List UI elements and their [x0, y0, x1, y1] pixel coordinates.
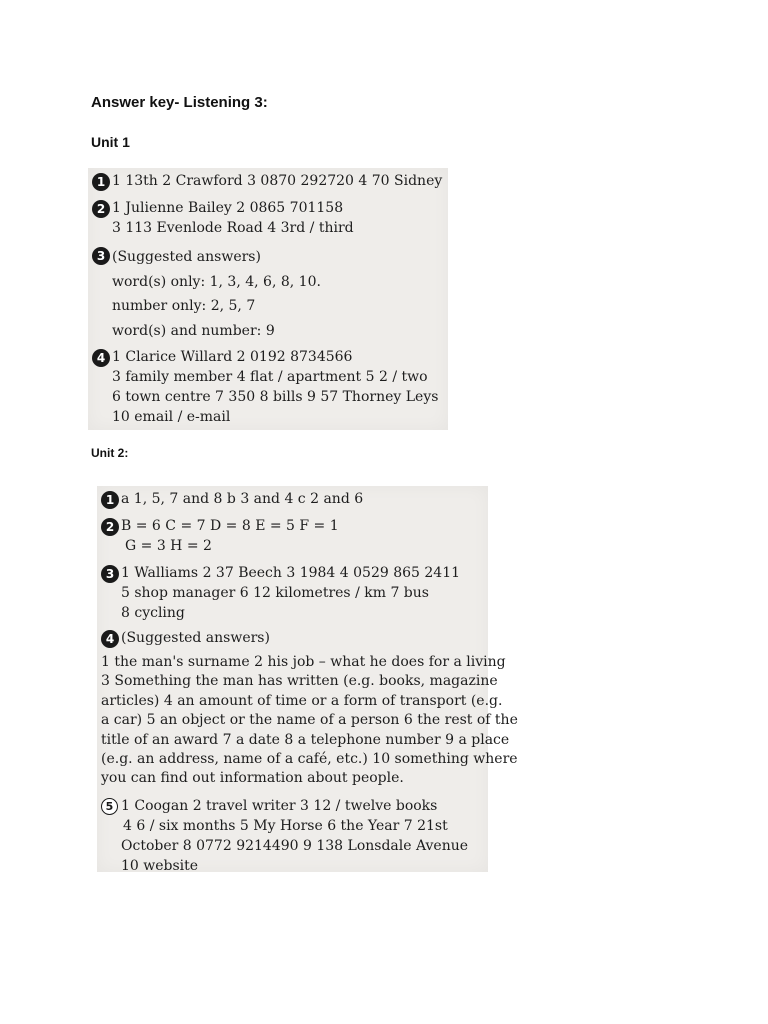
unit2-exercise-4: [101, 628, 518, 789]
answer-line: G = 3 H = 2: [125, 538, 212, 554]
answer-line: 10 email / e-mail: [112, 409, 231, 425]
answer-line: 1 Julienne Bailey 2 0865 701158: [112, 200, 344, 216]
answer-line: title of an award 7 a date 8 a telephone number 9 a place: [101, 731, 510, 748]
answer-line: 1 Walliams 2 37 Beech 3 1984 4 0529 865 2411: [121, 565, 461, 581]
exercise-paragraph: [101, 653, 518, 789]
unit2-heading: Unit 2:: [91, 446, 129, 460]
answer-line: 6 town centre 7 350 8 bills 9 57 Thorney Leys: [112, 389, 439, 405]
exercise-number-badge: 2: [92, 200, 110, 218]
exercise-heading-row: [101, 628, 484, 648]
unit1-exercise-2: [92, 198, 444, 238]
answer-line: 3 Something the man has written (e.g. books, magazine: [101, 673, 498, 690]
unit2-exercise-1: [101, 489, 484, 509]
answer-line: 1 13th 2 Crawford 3 0870 292720 4 70 Sidney: [112, 173, 443, 189]
unit2-exercise-2: [101, 516, 484, 556]
exercise-number-badge: 1: [92, 173, 110, 191]
unit1-answer-scan: [88, 168, 448, 430]
answer-line: 1 the man's surname 2 his job – what he does for a living: [101, 654, 506, 670]
exercise-number-badge: 5: [101, 798, 118, 815]
exercise-number-badge: 3: [92, 247, 110, 265]
answer-line: 3 113 Evenlode Road 4 3rd / third: [112, 220, 354, 236]
answer-line: 8 cycling: [121, 605, 185, 621]
unit2-exercise-5: [101, 796, 484, 876]
answer-line: 1 Coogan 2 travel writer 3 12 / twelve books: [121, 798, 438, 814]
answer-line: you can find out information about people.: [101, 770, 404, 787]
answer-line: B = 6 C = 7 D = 8 E = 5 F = 1: [121, 518, 339, 534]
unit1-exercise-1: [92, 171, 444, 191]
answer-line: articles) 4 an amount of time or a form of transport (e.g.: [101, 692, 503, 709]
exercise-number-badge: 4: [92, 349, 110, 367]
answer-line: 10 website: [121, 858, 199, 874]
exercise-number-badge: 1: [101, 491, 119, 509]
answer-line: number only: 2, 5, 7: [112, 298, 256, 314]
answer-line: (Suggested answers): [121, 630, 270, 646]
answer-line: 1 Clarice Willard 2 0192 8734566: [112, 349, 353, 365]
exercise-number-badge: 2: [101, 518, 119, 536]
page-title: Answer key- Listening 3:: [91, 94, 268, 111]
unit1-exercise-3: [92, 245, 444, 343]
answer-line: (e.g. an address, name of a café, etc.) 10 something where: [101, 751, 518, 768]
answer-line: word(s) and number: 9: [112, 322, 275, 339]
answer-line: (Suggested answers): [112, 249, 261, 265]
answer-line: a 1, 5, 7 and 8 b 3 and 4 c 2 and 6: [121, 491, 364, 507]
exercise-number-badge: 3: [101, 565, 119, 583]
answer-line: word(s) only: 1, 3, 4, 6, 8, 10.: [112, 273, 321, 290]
unit1-exercise-4: [92, 347, 444, 427]
unit2-answer-scan: [97, 486, 518, 874]
unit2-exercise-3: [101, 563, 484, 623]
exercise-number-badge: 4: [101, 630, 119, 648]
answer-line: 5 shop manager 6 12 kilometres / km 7 bus: [121, 585, 429, 601]
answer-line: 4 6 / six months 5 My Horse 6 the Year 7 21st: [123, 818, 448, 834]
answer-line: October 8 0772 9214490 9 138 Lonsdale Avenue: [121, 838, 469, 854]
unit1-heading: Unit 1: [91, 134, 130, 150]
answer-line: a car) 5 an object or the name of a person 6 the rest of the: [101, 712, 518, 729]
answer-line: 3 family member 4 flat / apartment 5 2 / two: [112, 369, 428, 385]
